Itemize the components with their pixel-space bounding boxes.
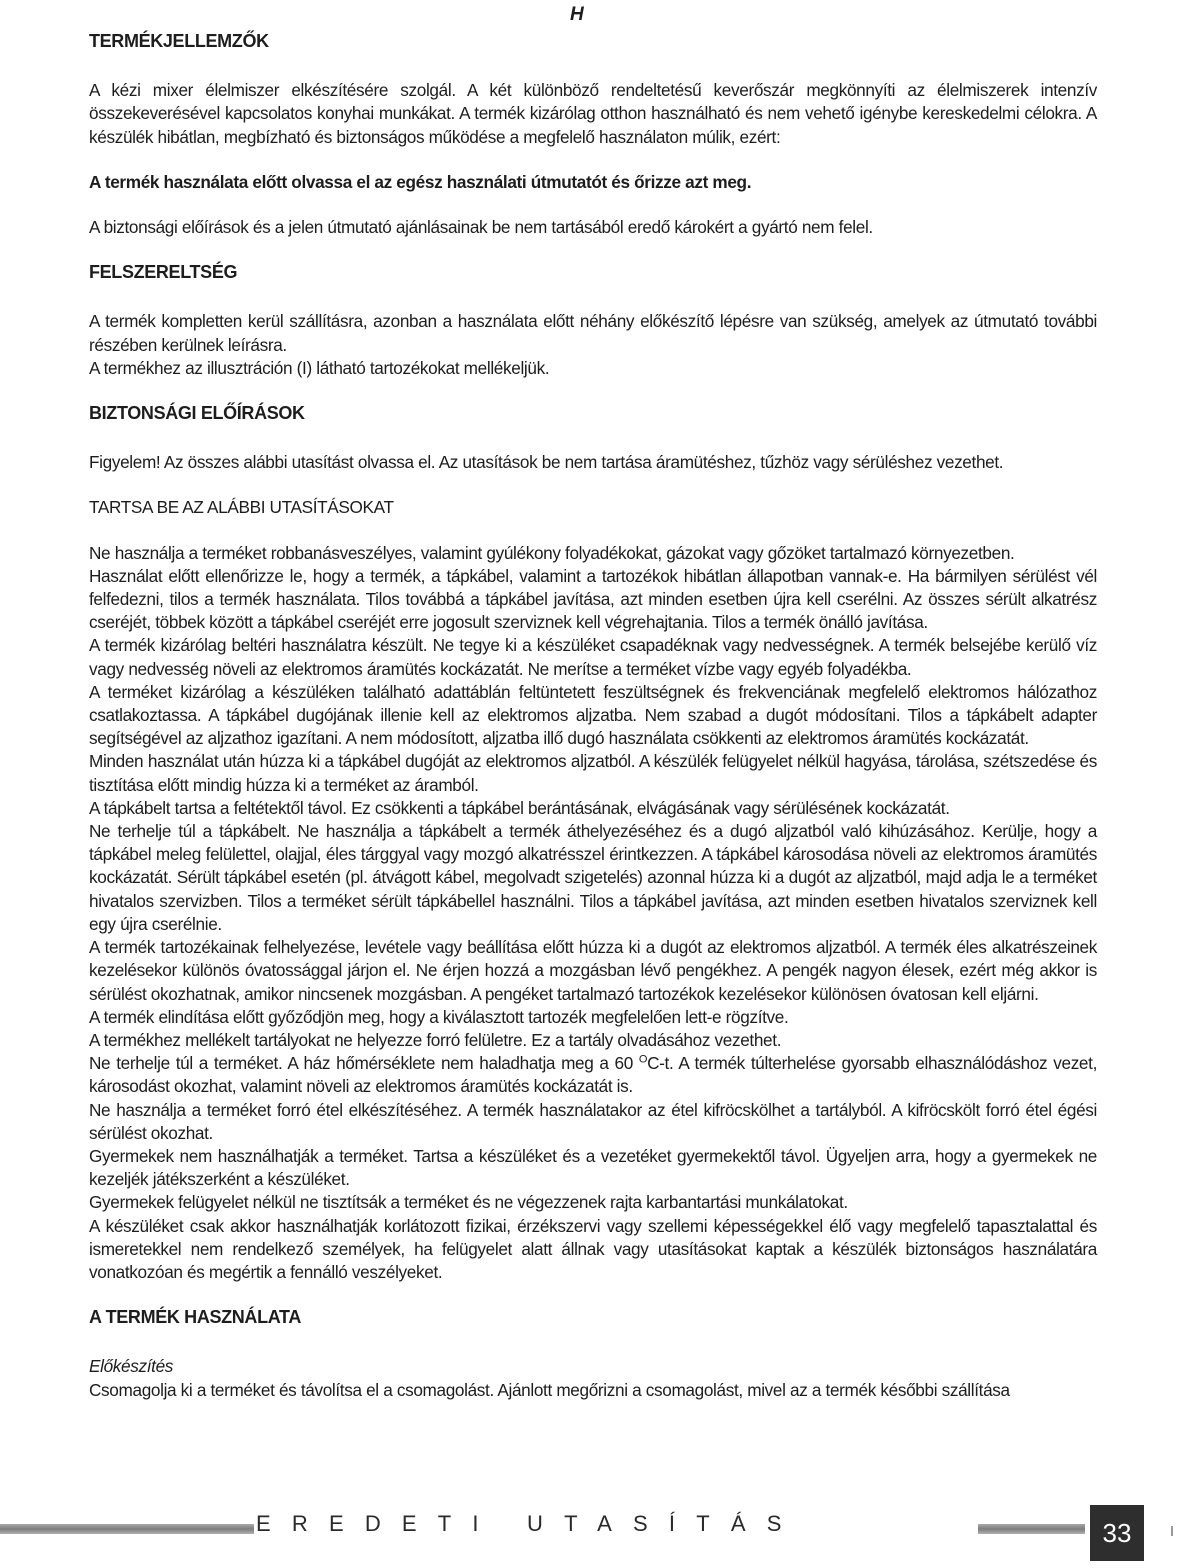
heading-features: TERMÉKJELLEMZŐK (89, 31, 269, 51)
equipment-paragraph: A termék kompletten kerül szállításra, azonban a használata előtt néhány előkészítő lépésre van szükség, amelyek az útmutató további részében kerülnek leírásra. (89, 311, 1097, 355)
heading-safety: BIZTONSÁGI ELŐÍRÁSOK (89, 403, 305, 424)
temperature-text-after: C-t. A termék túlterhelése gyorsabb elhasználódáshoz vezet, károsodást okozhat, valamint növeli az elektromos áramütés kockázatát is. (89, 1053, 1097, 1097)
page-section-letter: H (570, 4, 584, 25)
safety-item: A termék elindítása előtt győződjön meg, hogy a kiválasztott tartozék megfelelően lett-e rögzítve. (89, 1006, 789, 1027)
liability-paragraph: A biztonsági előírások és a jelen útmutató ajánlásainak be nem tartásából eredő károkért a gyártó nem felel. (89, 217, 873, 238)
equipment-accessories: A termékhez az illusztráción (I) látható tartozékokat mellékeljük. (89, 357, 550, 378)
usage-paragraph: Csomagolja ki a terméket és távolítsa el a csomagolást. Ajánlott megőrizni a csomagolást, mivel az a termék későbbi szállítása (89, 1379, 1010, 1400)
safety-item: Ne használja a terméket forró étel elkészítéséhez. A termék használatakor az étel kifröcskölhet a tartályból. A kifröcskölt forró étel égési sérülést okozhat. (89, 1099, 1097, 1143)
safety-item: A termékhez mellékelt tartályokat ne helyezze forró felületre. Ez a tartály olvadásához vezethet. (89, 1029, 782, 1050)
safety-item-temperature (89, 1052, 1097, 1098)
safety-item: Ne terhelje túl a tápkábelt. Ne használja a tápkábelt a termék áthelyezéséhez és a dugó aljzatból való kihúzásához. Kerülje, hogy a tápkábel meleg felülettel, olajjal, éles tárggyal vagy mozgó alkatrésszel érintkezzen. A tápkábel károsodása növeli az elektromos áramütés kockázatát. Sérült tápkábel esetén (pl. átvágott kábel, megolvadt szigetelés) azonnal húzza ki a dugót az aljzatból, majd adja le a terméket hivatalos szervizben. Tilos a terméket sérült tápkábellel használni. Tilos a tápkábel javítása, azt minden esetben hivatalos szerviznek kell egy újra cserélnie. (89, 821, 1097, 934)
safety-item: Gyermekek nem használhatják a terméket. Tartsa a készüléket és a vezetéket gyermekektől távol. Ügyeljen arra, hogy a gyermekek ne kezeljék játékszerként a készüléket. (89, 1145, 1097, 1190)
edge-mark (1171, 1526, 1173, 1536)
safety-item: Ne használja a terméket robbanásveszélyes, valamint gyúlékony folyadékokat, gázokat vagy gőzöket tartalmazó környezetben. (89, 542, 1015, 563)
safety-item: A termék kizárólag beltéri használatra készült. Ne tegye ki a készüléket csapadéknak vagy nedvességnek. A termék belsejébe kerülő víz vagy nedvesség növeli az elektromos áramütés kockázatát. Ne merítse a terméket vízbe vagy egyéb folyadékba. (89, 635, 1097, 679)
safety-warning: Figyelem! Az összes alábbi utasítást olvassa el. Az utasítások be nem tartása áramütéshez, tűzhöz vagy sérüléshez vezethet. (89, 452, 1004, 473)
footer-title: EREDETI UTASÍTÁS (254, 1510, 978, 1538)
heading-usage: A TERMÉK HASZNÁLATA (89, 1307, 301, 1328)
heading-equipment: FELSZERELTSÉG (89, 262, 238, 283)
safety-item: Használat előtt ellenőrizze le, hogy a termék, a tápkábel, valamint a tartozékok hibátlan állapotban vannak-e. Ha bármilyen sérülést vél felfedezni, tilos a termék használata. Tilos továbbá a tápkábel javítása, azt minden esetben újra kell cserélni. Az összes sérült alkatrész cseréjét, többek között a tápkábel cseréjét erre jogosult szerviznek kell végrehajtania. Tilos a termék önálló javítása. (89, 565, 1097, 633)
safety-item: A készüléket csak akkor használhatják korlátozott fizikai, érzékszervi vagy szellemi képességekkel élő vagy megfelelő tapasztalattal és ismeretekkel nem rendelkező személyek, ha felügyelet alatt állnak vagy utasításokat kaptak a készülék biztonságos használatára vonatkozóan és megértik a fennálló veszélyeket. (89, 1215, 1097, 1282)
usage-subtitle: Előkészítés (89, 1356, 174, 1377)
temperature-text-before: Ne terhelje túl a terméket. A ház hőmérséklete nem haladhatja meg a 60 (89, 1053, 639, 1074)
safety-item: Gyermekek felügyelet nélkül ne tisztítsák a terméket és ne végezzenek rajta karbantartási munkálatokat. (89, 1192, 848, 1213)
safety-item: Minden használat után húzza ki a tápkábel dugóját az elektromos aljzatból. A készülék felügyelet nélkül hagyása, tárolása, szétszedése és tisztítása előtt mindig húzza ki a terméket az áramból. (89, 751, 1097, 795)
page-number: 33 (1090, 1505, 1144, 1561)
degree-superscript: O (638, 1053, 648, 1066)
read-manual-notice: A termék használata előtt olvassa el az egész használati útmutatót és őrizze azt meg. (89, 171, 752, 192)
safety-item: A tápkábelt tartsa a feltétektől távol. Ez csökkenti a tápkábel berántásának, elvágásának vagy sérülésének kockázatát. (89, 797, 950, 818)
keep-instructions-title: TARTSA BE AZ ALÁBBI UTASÍTÁSOKAT (89, 497, 394, 518)
features-paragraph: A kézi mixer élelmiszer elkészítésére szolgál. A két különböző rendeltetésű keverőszár megkönnyíti az élelmiszerek intenzív összekeverésével kapcsolatos konyhai munkákat. A termék kizárólag otthon használható és nem vehető igénybe kereskedelmi célokra. A készülék hibátlan, megbízható és biztonságos működése a megfelelő használaton múlik, ezért: (89, 80, 1097, 147)
safety-item: A terméket kizárólag a készüléken található adattáblán feltüntetett feszültségnek és frekvenciának megfelelő elektromos hálózathoz csatlakoztassa. A tápkábel dugójának illenie kell az elektromos aljzatba. Nem szabad a dugót módosítani. Tilos a tápkábelt adapter segítségével az aljzathoz igazítani. A nem módosított, aljzatba illő dugó használata csökkenti az elektromos áramütés kockázatát. (89, 681, 1097, 749)
safety-item: A termék tartozékainak felhelyezése, levétele vagy beállítása előtt húzza ki a dugót az elektromos aljzatból. A termék éles alkatrészeinek kezelésekor különös óvatossággal járjon el. Ne érjen hozzá a mozgásban lévő pengékhez. A pengék nagyon élesek, ezért még akkor is sérülést okozhatnak, amikor nincsenek mozgásban. A pengéket tartalmazó tartozékok kezelésekor különösen óvatosan kell eljárni. (89, 937, 1097, 1004)
document-body (89, 30, 1097, 1402)
